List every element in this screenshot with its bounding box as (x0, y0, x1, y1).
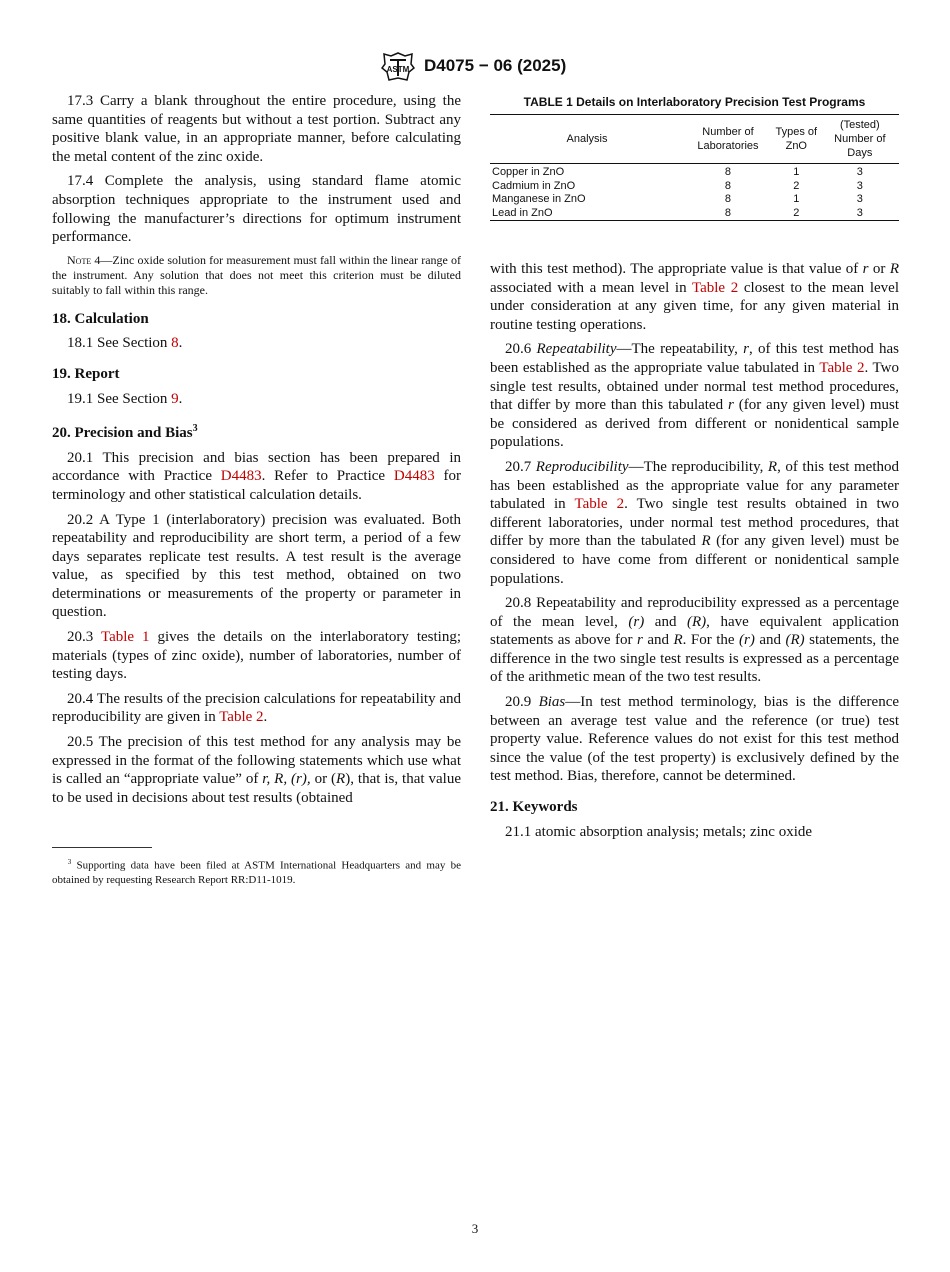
precision-programs-table (490, 114, 899, 221)
footnote-marker: 3 (67, 858, 72, 866)
paragraph-21-1: 21.1 atomic absorption analysis; metals; zinc oxide (505, 823, 813, 840)
table-1-link[interactable]: Table 1 (100, 629, 150, 646)
section-9-link[interactable]: 9 (171, 390, 179, 407)
paragraph-20-9: 20.9 Bias—In test method terminology, bias is the difference between an average test value and the reference (or true) test property value. Reference values do not exist for this test method since the value (of the test property) is exclusively defined by the test method. Bias, therefore, cannot be determined. (490, 694, 900, 785)
note-label: Note 4 (67, 252, 101, 267)
table-cell: 3 (856, 179, 863, 192)
section-20-heading: 20. Precision and Bias$^3$ (52, 423, 198, 442)
table-2-link[interactable]: Table 2 (219, 709, 264, 726)
svg-text:ASTM: ASTM (386, 65, 410, 74)
paragraph-20-5-continued: with this test method). The appropriate value is that value of r or R associated with a mean level in Table 2 closest to the mean level under consideration at any given time, for any given material in routine testing operations. (490, 261, 899, 333)
note-4 (52, 253, 461, 298)
table-cell: 8 (724, 193, 732, 205)
table-cell: 3 (856, 206, 863, 219)
table-row (490, 193, 899, 207)
d4483-link[interactable]: D4483 (393, 468, 435, 485)
column-header: Analysis (566, 133, 608, 145)
table-header-row (490, 115, 899, 164)
column-header: (Tested) Number of Days (834, 119, 886, 159)
table-row (490, 164, 899, 180)
paragraph-20-5: 20.5 The precision of this test method for any analysis may be expressed in the format of the following statements which use what is called an “appropriate value” of r, R, (r), or (R), that is, that value to be used in decisions about test results (obtained (52, 734, 461, 806)
astm-logo-icon (381, 52, 415, 82)
paragraph-20-6: 20.6 Repeatability—The repeatability, r, of this test method has been established as the appropriate value tabulated in Table 2. Two single test results, obtained under normal test method procedures, that differ by more than this tabulated r (for any given level) must be considered as derived from different or nonidentical sample populations. (490, 341, 900, 451)
column-header: Types of ZnO (775, 126, 818, 152)
paragraph-20-4: 20.4 The results of the precision calculations for repeatability and reproducibility are given in Table 2. (52, 690, 461, 726)
left-column (52, 92, 461, 813)
d4483-link[interactable]: D4483 (220, 468, 262, 485)
footnote-3 (52, 855, 461, 887)
table-cell: 1 (793, 166, 800, 178)
table-2-link[interactable]: Table 2 (574, 496, 625, 513)
table-1-title: TABLE 1 Details on Interlaboratory Precision Test Programs (523, 95, 866, 109)
table-cell: 3 (856, 193, 863, 205)
table-1 (490, 95, 899, 221)
table-2-link[interactable]: Table 2 (691, 279, 739, 296)
table-cell: 3 (856, 166, 863, 178)
table-cell: Cadmium in ZnO (492, 179, 576, 192)
paragraph-17-3: 17.3 Carry a blank throughout the entire procedure, using the same quantities of reagents but without a test portion. Subtract any positive blank value, in an appropriate manner, before calculating the metal content of the zinc oxide. (52, 93, 461, 165)
section-18-heading: 18. Calculation (52, 310, 149, 327)
table-cell: Manganese in ZnO (492, 193, 586, 205)
paragraph-18-1: 18.1 See Section 8. (67, 335, 183, 352)
section-19-heading: 19. Report (52, 365, 120, 382)
table-cell: 2 (793, 206, 800, 219)
footnote-ref-3[interactable]: 3 (192, 423, 198, 435)
table-row (490, 180, 899, 194)
section-21-heading: 21. Keywords (490, 799, 578, 816)
paragraph-20-2: 20.2 A Type 1 (interlaboratory) precision was evaluated. Both repeatability and reproducibility are short term, a period of a few days separates replicate test results. A test result is the average value, as specified by this test method, obtained on two determinations or measurements of the property or parameter in question. (52, 511, 461, 621)
table-cell: 1 (793, 193, 800, 205)
table-cell: Copper in ZnO (492, 166, 565, 178)
paragraph-17-4: 17.4 Complete the analysis, using standard flame atomic absorption techniques appropriate to the instrument used and following the manufacturer’s directions for optimum instrument performance. (52, 173, 461, 246)
table-row (490, 207, 899, 221)
table-cell: 8 (724, 179, 732, 192)
standard-designation: D4075 − 06 (2025) (424, 56, 567, 75)
table-2-link[interactable]: Table 2 (819, 359, 865, 376)
table-cell: 8 (724, 166, 732, 178)
note-text: —Zinc oxide solution for measurement must fall within the linear range of the instrument. Any solution that does not meet this criterion must be diluted suitably to fall within this range. (52, 252, 461, 297)
column-header: Number of Laboratories (697, 126, 759, 152)
table-cell: Lead in ZnO (492, 206, 553, 219)
right-column (490, 260, 899, 847)
table-cell: 8 (724, 206, 732, 219)
footnote-divider (52, 847, 152, 848)
paragraph-20-7: 20.7 Reproducibility—The reproducibility, R, of this test method has been established as the appropriate value for any parameter tabulated in Table 2. Two single test results obtained in two different laboratories, under normal test method procedures, that differ by more than the tabulated R (for any given level) must be considered to have come from different or nonidentical sample populations. (490, 458, 899, 587)
section-8-link[interactable]: 8 (171, 335, 179, 352)
paragraph-19-1: 19.1 See Section 9. (67, 390, 183, 407)
paragraph-20-8: 20.8 Repeatability and reproducibility expressed as a percentage of the mean level, (r) and (R), have equivalent application statements as above for r and R. For the (r) and (R) statements, the difference in the two single test results is expressed as a percentage of the arithmetic mean of the two test results. (490, 595, 899, 686)
page-header (0, 50, 950, 86)
footnote-text: Supporting data have been filed at ASTM International Headquarters and may be obtained by requesting Research Report RR:D11-1019. (52, 859, 461, 886)
page-number: 3 (471, 1221, 479, 1236)
paragraph-20-1: 20.1 This precision and bias section has been prepared in accordance with Practice D4483. Refer to Practice D4483 for terminology and other statistical calculation details. (52, 449, 461, 503)
paragraph-20-3: 20.3 Table 1 gives the details on the interlaboratory testing; materials (types of zinc oxide), number of laboratories, number of testing days. (52, 629, 461, 683)
table-cell: 2 (793, 179, 800, 192)
